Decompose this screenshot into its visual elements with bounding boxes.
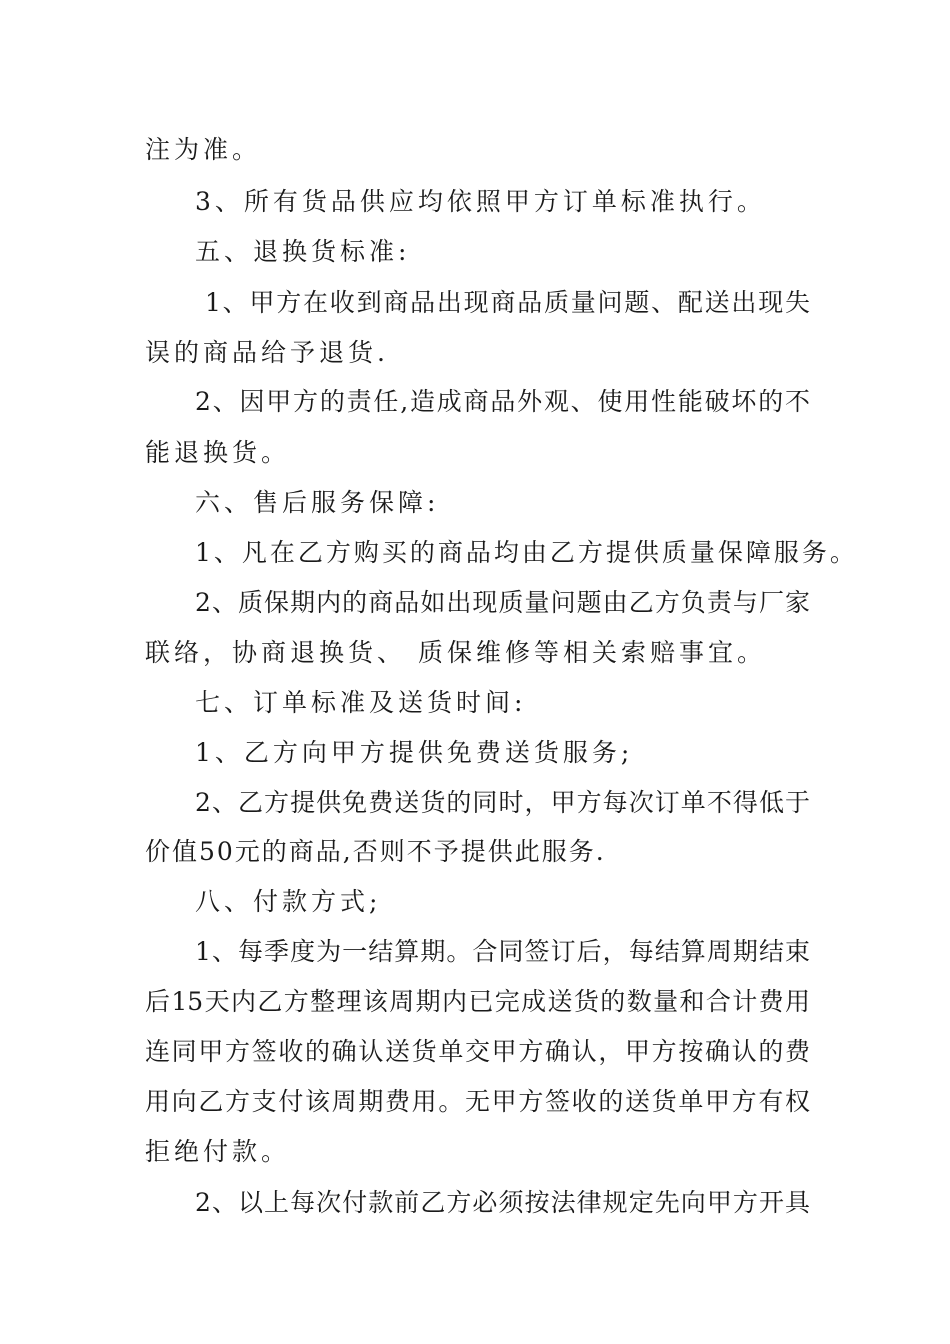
- text-line-11: 联络，协商退换货、 质保维修等相关索赔事宜。: [145, 638, 766, 667]
- text-line-10: 2、质保期内的商品如出现质量问题由乙方负责与厂家: [195, 588, 810, 617]
- text-line-18: 后15天内乙方整理该周期内已完成送货的数量和合计费用: [145, 987, 810, 1016]
- section-heading-7: 七、订单标准及送货时间:: [195, 688, 527, 717]
- section-heading-5: 五、退换货标准:: [195, 237, 411, 266]
- text-line-5: 误的商品给予退货.: [145, 338, 389, 367]
- text-line-21: 拒绝付款。: [145, 1137, 291, 1166]
- text-line-7: 能退换货。: [145, 438, 291, 467]
- text-line-15: 价值50元的商品,否则不予提供此服务.: [145, 837, 606, 866]
- text-line-2: 3、所有货品供应均依照甲方订单标准执行。: [195, 187, 766, 216]
- text-line-4: 1、甲方在收到商品出现商品质量问题、配送出现失: [205, 288, 810, 317]
- text-line-20: 用向乙方支付该周期费用。无甲方签收的送货单甲方有权: [145, 1087, 810, 1116]
- text-line-22: 2、以上每次付款前乙方必须按法律规定先向甲方开具: [195, 1188, 810, 1217]
- text-line-1: 注为准。: [145, 135, 262, 164]
- section-heading-6: 六、售后服务保障:: [195, 488, 440, 517]
- text-line-13: 1、乙方向甲方提供免费送货服务;: [195, 738, 634, 767]
- text-line-14: 2、乙方提供免费送货的同时，甲方每次订单不得低于: [195, 788, 810, 817]
- text-line-9: 1、凡在乙方购买的商品均由乙方提供质量保障服务。: [195, 538, 858, 567]
- text-line-17: 1、每季度为一结算期。合同签订后，每结算周期结束: [195, 937, 810, 966]
- text-line-19: 连同甲方签收的确认送货单交甲方确认，甲方按确认的费: [145, 1037, 810, 1066]
- text-line-6: 2、因甲方的责任,造成商品外观、使用性能破坏的不: [195, 387, 810, 416]
- section-heading-8: 八、付款方式;: [195, 887, 382, 916]
